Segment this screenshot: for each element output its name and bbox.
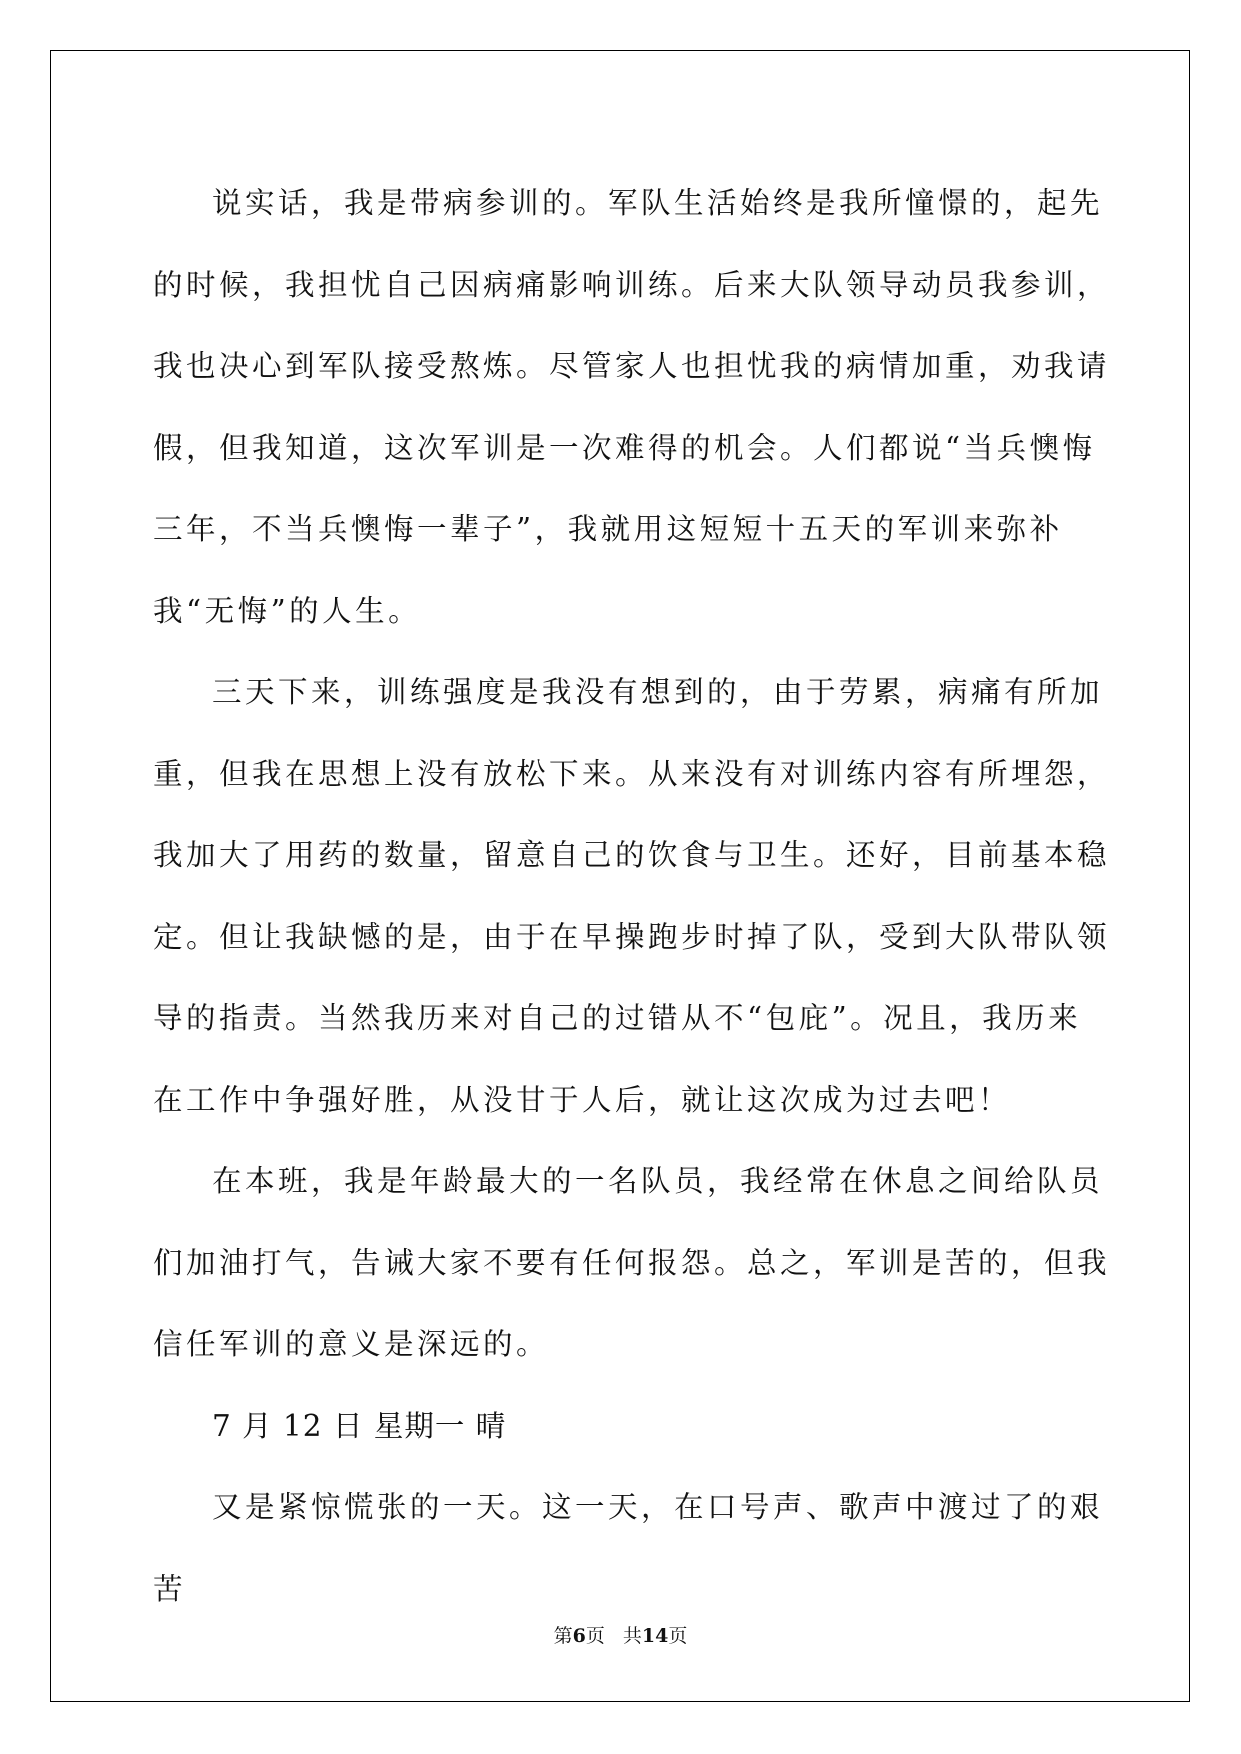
document-body <box>153 163 1113 1630</box>
total-page-count: 14 <box>641 1625 669 1647</box>
current-page-number: 6 <box>572 1625 586 1647</box>
footer-total-prefix: 共 <box>622 1625 642 1647</box>
paragraph-1: 说实话，我是带病参训的。军队生活始终是我所憧憬的，起先的时候，我担忧自己因病痛影响训练。后来大队领导动员我参训，我也决心到军队接受熬炼。尽管家人也担忧我的病情加重，劝我请假，但我知道，这次军训是一次难得的机会。人们都说“当兵懊悔三年，不当兵懊悔一辈子”，我就用这短短十五天的军训来弥补我“无悔”的人生。 <box>153 186 1111 628</box>
paragraph-4: 又是紧惊慌张的一天。这一天，在口号声、歌声中渡过了的艰苦 <box>153 1490 1104 1606</box>
footer-prefix: 第 <box>553 1625 573 1647</box>
footer-total-suffix: 页 <box>668 1625 688 1647</box>
page-footer <box>0 1621 1241 1648</box>
footer-page-suffix: 页 <box>585 1625 605 1647</box>
paragraph-3: 在本班，我是年龄最大的一名队员，我经常在休息之间给队员们加油打气，告诫大家不要有任何报怨。总之，军训是苦的，但我信任军训的意义是深远的。 <box>153 1164 1111 1361</box>
paragraph-2: 三天下来，训练强度是我没有想到的，由于劳累，病痛有所加重，但我在思想上没有放松下来。从来没有对训练内容有所埋怨，我加大了用药的数量，留意自己的饮食与卫生。还好，目前基本稳定。但让我缺憾的是，由于在早操跑步时掉了队，受到大队带队领导的指责。当然我历来对自己的过错从不“包庇”。况且，我历来在工作中争强好胜，从没甘于人后，就让这次成为过去吧！ <box>153 675 1111 1117</box>
diary-date-line: 7 月 12 日 星期一 晴 <box>212 1408 507 1443</box>
